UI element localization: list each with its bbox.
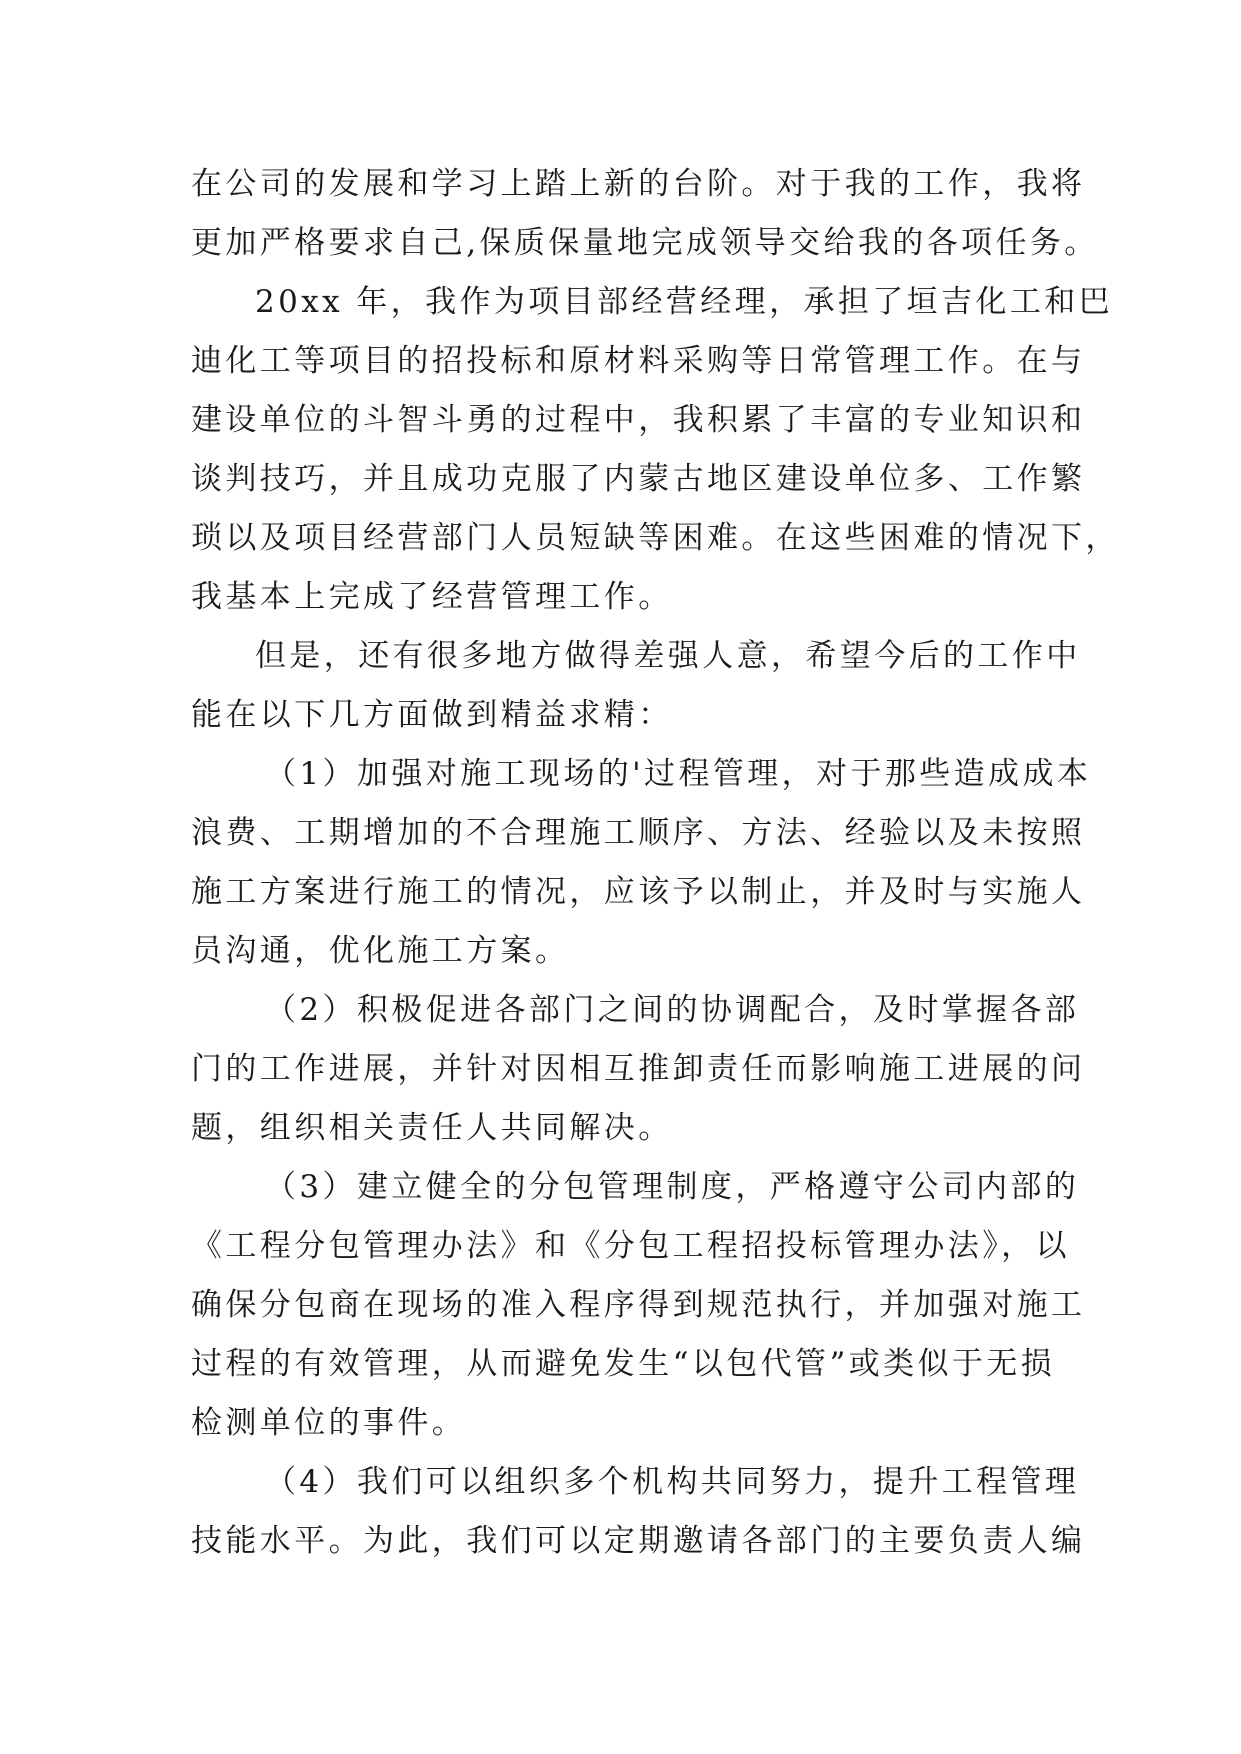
list-item-2-start: （2）积极促进各部门之间的协调配合，及时掌握各部 (265, 992, 1080, 1028)
text-line: 题，组织相关责任人共同解决。 (191, 1110, 673, 1146)
text-line: 确保分包商在现场的准入程序得到规范执行，并加强对施工 (191, 1287, 1086, 1323)
list-item-4-start: （4）我们可以组织多个机构共同努力，提升工程管理 (265, 1464, 1080, 1500)
text-line: 门的工作进展，并针对因相互推卸责任而影响施工进展的问 (191, 1051, 1086, 1087)
text-line: 谈判技巧，并且成功克服了内蒙古地区建设单位多、工作繁 (191, 461, 1086, 497)
paragraph-start: 20xx 年，我作为项目部经营经理，承担了垣吉化工和巴 (255, 284, 1114, 320)
text-line: 检测单位的事件。 (191, 1405, 467, 1441)
text-line: 迪化工等项目的招投标和原材料采购等日常管理工作。在与 (191, 343, 1086, 379)
text-line: 琐以及项目经营部门人员短缺等困难。在这些困难的情况下， (191, 520, 1120, 556)
text-line: 技能水平。为此，我们可以定期邀请各部门的主要负责人编 (191, 1523, 1086, 1559)
text-line: 更加严格要求自己,保质保量地完成领导交给我的各项任务。 (191, 225, 1099, 261)
text-line: 建设单位的斗智斗勇的过程中，我积累了丰富的专业知识和 (191, 402, 1086, 438)
text-line: 我基本上完成了经营管理工作。 (191, 579, 673, 615)
paragraph-start: 但是，还有很多地方做得差强人意，希望今后的工作中 (255, 638, 1081, 674)
text-line: 浪费、工期增加的不合理施工顺序、方法、经验以及未按照 (191, 815, 1086, 851)
list-item-3-start: （3）建立健全的分包管理制度，严格遵守公司内部的 (265, 1169, 1080, 1205)
text-line: 《工程分包管理办法》和《分包工程招投标管理办法》，以 (191, 1228, 1070, 1264)
text-line: 员沟通，优化施工方案。 (191, 933, 570, 969)
text-line: 施工方案进行施工的情况，应该予以制止，并及时与实施人 (191, 874, 1086, 910)
text-line: 在公司的发展和学习上踏上新的台阶。对于我的工作，我将 (191, 166, 1086, 202)
list-item-1-start: （1）加强对施工现场的'过程管理，对于那些造成成本 (265, 756, 1092, 792)
text-line: 过程的有效管理，从而避免发生“以包代管”或类似于无损 (191, 1346, 1056, 1382)
document-body (191, 155, 1120, 1571)
text-line: 能在以下几方面做到精益求精： (191, 697, 673, 733)
